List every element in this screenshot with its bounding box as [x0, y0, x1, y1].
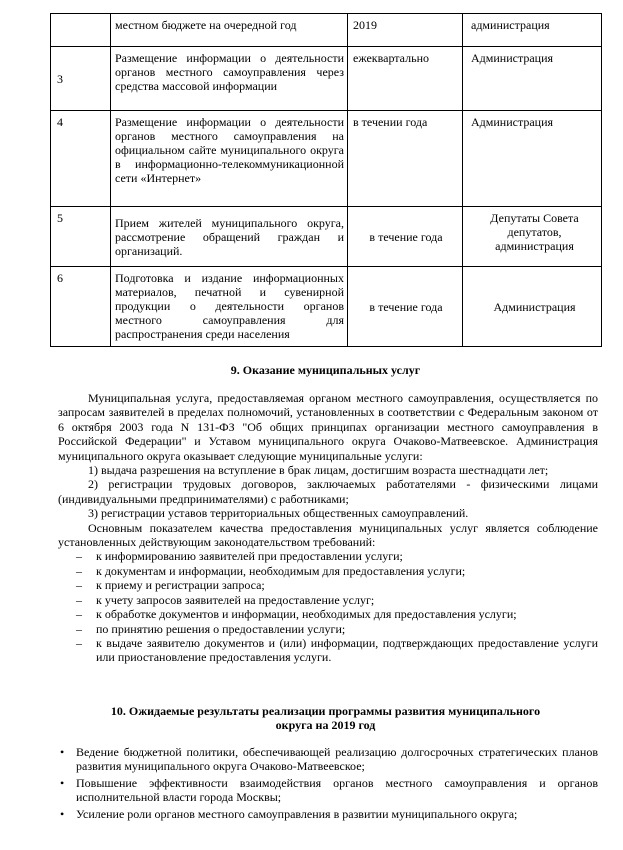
- section-10-title: 10. Ожидаемые результаты реализации программы развития муниципального округа на 2019 год: [110, 704, 541, 732]
- event-description: Размещение информации о деятельности органов местного самоуправления на официальном сайте муниципального округа в информационно-телекоммуникационной сети «Интернет»: [111, 111, 348, 207]
- list-item: – к приему и регистрации запроса;: [76, 578, 265, 593]
- event-description: Прием жителей муниципального округа, рассмотрение обращений граждан и организаций.: [111, 207, 348, 267]
- event-responsible: Депутаты Совета депутатов, администрация: [463, 207, 602, 267]
- events-table: [50, 13, 602, 347]
- requirements-list: [58, 549, 598, 664]
- row-number: 3: [51, 47, 111, 111]
- list-item: – к информированию заявителей при предоставлении услуги;: [76, 549, 403, 564]
- dash-marker: –: [76, 563, 82, 578]
- service-item: 2) регистрации трудовых договоров, заключаемых работателями - физическими лицами (индивидуальными предпринимателями) с работниками;: [58, 477, 598, 506]
- event-deadline: в течение года: [348, 207, 463, 267]
- event-responsible: Администрация: [463, 267, 602, 347]
- table-row: [51, 14, 602, 47]
- event-description: местном бюджете на очередной год: [111, 14, 348, 47]
- table-row: [51, 267, 602, 347]
- list-item: – к учету запросов заявителей на предоставление услуг;: [76, 592, 375, 607]
- list-item: – по принятию решения о предоставлении услуги;: [76, 621, 346, 636]
- section-9-title: 9. Оказание муниципальных услуг: [230, 363, 421, 377]
- quality-intro: Основным показателем качества предоставления муниципальных услуг является соблюдение установленных действующим законодательством требований:: [58, 520, 598, 550]
- row-number: 4: [51, 111, 111, 207]
- list-item: • Усиление роли органов местного самоуправления в развитии муниципального округа;: [60, 806, 518, 821]
- event-responsible: администрация: [463, 14, 602, 47]
- list-item: – к выдаче заявителю документов и (или) информации, подтверждающих предоставление услуги или приостановление предоставления услуги.: [76, 635, 598, 665]
- table-row: [51, 207, 602, 267]
- results-list: [58, 745, 598, 823]
- bullet-marker: •: [60, 745, 65, 759]
- event-deadline: в течение года: [348, 267, 463, 347]
- dash-marker: –: [76, 635, 82, 650]
- service-item: 3) регистрации уставов территориальных общественных самоуправлений.: [88, 506, 469, 521]
- dash-marker: –: [76, 621, 82, 636]
- dash-marker: –: [76, 578, 82, 593]
- event-responsible: Администрация: [463, 47, 602, 111]
- service-item: 1) выдача разрешения на вступление в брак лицам, достигшим возраста шестнадцати лет;: [88, 463, 549, 478]
- event-description: Подготовка и издание информационных материалов, печатной и сувенирной продукции о деятельности органов местного самоуправления для распространения среди населения: [111, 267, 348, 347]
- services-intro: Муниципальная услуга, предоставляемая органом местного самоуправления, осуществляется по запросам заявителей в пределах полномочий, установленных в соответствии с Федеральным законом от 6 октября 2003 года N 131-ФЗ "Об общих принципах организации местного самоуправления в Российской Федерации" и Уставом муниципального округа Очаково-Матвеевское. Администрация муниципального округа оказывает следующие муниципальные услуги:: [58, 391, 598, 463]
- list-item: – к документам и информации, необходимым для предоставления услуги;: [76, 563, 466, 578]
- dash-marker: –: [76, 592, 82, 607]
- list-item: – к обработке документов и информации, необходимых для предоставления услуги;: [76, 607, 517, 622]
- table-row: [51, 47, 602, 111]
- row-number: 6: [51, 267, 111, 347]
- section-9-body: [58, 391, 598, 665]
- dash-marker: –: [76, 549, 82, 564]
- event-deadline: в течении года: [348, 111, 463, 207]
- bullet-marker: •: [60, 775, 65, 790]
- dash-marker: –: [76, 607, 82, 622]
- event-deadline: 2019: [348, 14, 463, 47]
- row-number: [51, 14, 111, 47]
- event-description: Размещение информации о деятельности органов местного самоуправления через средства массовой информации: [111, 47, 348, 111]
- list-item: • Ведение бюджетной политики, обеспечивающей реализацию долгосрочных стратегических планов развития муниципального округа Очаково-Матвеевское;: [60, 745, 598, 774]
- row-number: 5: [51, 207, 111, 267]
- list-item: • Повышение эффективности взаимодействия органов местного самоуправления и органов исполнительной власти города Москвы;: [60, 775, 598, 805]
- bullet-marker: •: [60, 806, 65, 821]
- event-responsible: Администрация: [463, 111, 602, 207]
- event-deadline: ежеквартально: [348, 47, 463, 111]
- table-row: [51, 111, 602, 207]
